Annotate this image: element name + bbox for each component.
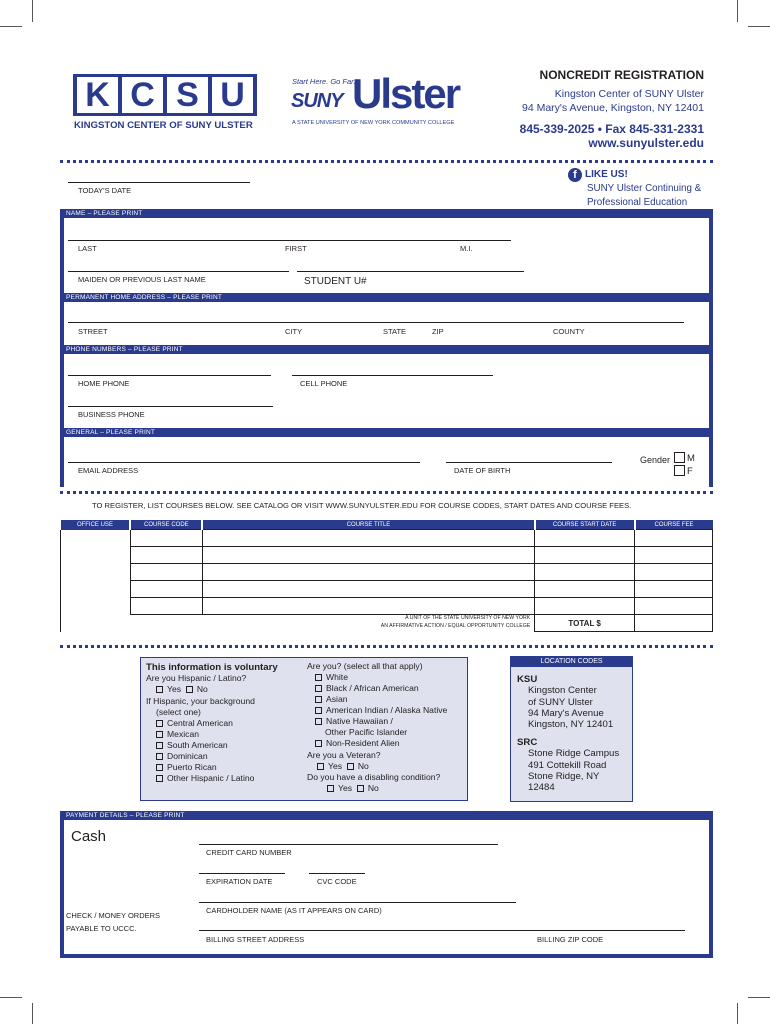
billing-address-field[interactable] — [199, 930, 685, 931]
background-label: Dominican — [167, 751, 208, 761]
checkbox-icon[interactable] — [156, 775, 163, 782]
first-name-label: FIRST — [285, 244, 307, 253]
disability-no-checkbox[interactable] — [357, 785, 364, 792]
todays-date-label: TODAY'S DATE — [78, 186, 132, 195]
kcsu-letter-u: U — [212, 77, 253, 113]
suny-slogan: Start Here. Go Far. — [292, 77, 356, 86]
crop-mark — [0, 26, 22, 27]
race-label: Native Hawaiian / — [326, 716, 393, 726]
gender-male-label: M — [687, 453, 695, 464]
location-codes-box — [510, 656, 633, 802]
payment-section — [60, 820, 713, 958]
cardholder-field[interactable] — [199, 902, 516, 903]
ksu-code: KSU — [517, 674, 538, 685]
dotted-divider — [60, 491, 713, 494]
state-label: STATE — [383, 327, 407, 336]
hispanic-question: Are you Hispanic / Latino? — [146, 673, 247, 683]
gender-female-label: F — [687, 466, 693, 477]
home-phone-field[interactable] — [68, 375, 271, 376]
hispanic-options — [156, 684, 208, 695]
yes-label: Yes — [338, 783, 353, 793]
kcsu-letter-c: C — [122, 77, 163, 113]
no-label: No — [357, 761, 369, 771]
yes-label: Yes — [167, 684, 182, 694]
course-code-header: COURSE CODE — [130, 520, 202, 530]
race-option[interactable] — [315, 694, 348, 705]
dotted-divider — [60, 160, 713, 163]
office-use-header: OFFICE USE — [61, 520, 131, 530]
course-start-date-header: COURSE START DATE — [535, 520, 635, 530]
background-label: Puerto Rican — [167, 762, 217, 772]
hispanic-yes-checkbox[interactable] — [156, 686, 163, 693]
facebook-icon[interactable]: f — [568, 168, 582, 182]
like-us-label: LIKE US! — [585, 169, 628, 180]
checkbox-icon[interactable] — [156, 720, 163, 727]
phone-fax: 845-339-2025 • Fax 845-331-2331 — [519, 122, 704, 136]
voluntary-info-box — [140, 657, 468, 801]
checkbox-icon[interactable] — [156, 753, 163, 760]
course-row[interactable] — [61, 564, 713, 581]
credit-card-field[interactable] — [199, 844, 498, 845]
course-row[interactable] — [61, 581, 713, 598]
background-option[interactable] — [156, 751, 208, 762]
checkbox-icon[interactable] — [156, 764, 163, 771]
race-label: White — [326, 672, 348, 682]
kcsu-tagline: KINGSTON CENTER OF SUNY ULSTER — [74, 120, 253, 131]
dotted-divider — [60, 645, 713, 648]
suny-unit-line-2: AN AFFIRMATIVE ACTION / EQUAL OPPORTUNITY COLLEGE — [380, 623, 531, 629]
background-label: Central American — [167, 718, 233, 728]
checkbox-icon[interactable] — [156, 731, 163, 738]
todays-date-field[interactable] — [68, 182, 250, 183]
kcsu-logo — [73, 74, 257, 134]
fb-page-line-2: Professional Education — [587, 197, 688, 208]
crop-mark — [748, 26, 770, 27]
cvc-field[interactable] — [309, 873, 365, 874]
cell-phone-field[interactable] — [292, 375, 493, 376]
student-number-label: STUDENT U# — [304, 276, 367, 287]
address-field[interactable] — [68, 322, 684, 323]
ksu-line: of SUNY Ulster — [528, 697, 593, 708]
hispanic-no-checkbox[interactable] — [186, 686, 193, 693]
race-option[interactable] — [315, 738, 400, 749]
info-heading: This information is voluntary — [146, 662, 278, 673]
last-name-label: LAST — [78, 244, 97, 253]
race-label: Asian — [326, 694, 348, 704]
race-option[interactable] — [315, 672, 348, 683]
date-of-birth-field[interactable] — [446, 462, 612, 463]
checkbox-icon[interactable] — [315, 674, 322, 681]
ksu-line: 94 Mary's Avenue — [528, 708, 604, 719]
phone-section-bar: PHONE NUMBERS – PLEASE PRINT — [60, 345, 713, 354]
ksu-line: Kingston Center — [528, 685, 597, 696]
course-row[interactable] — [61, 530, 713, 547]
suny-subline: A STATE UNIVERSITY OF NEW YORK COMMUNITY COLLEGE — [292, 120, 455, 126]
register-instructions: TO REGISTER, LIST COURSES BELOW. SEE CATALOG OR VISIT WWW.SUNYULSTER.EDU FOR COURSE CODES, START DATES AND COURSE FEES. — [92, 501, 632, 510]
email-label: EMAIL ADDRESS — [78, 466, 139, 475]
background-option[interactable] — [156, 762, 217, 773]
gender-label: Gender — [640, 455, 671, 465]
course-title-header: COURSE TITLE — [202, 520, 534, 530]
crop-mark — [748, 997, 770, 998]
expiration-label: EXPIRATION DATE — [206, 877, 273, 886]
address-line-1: Kingston Center of SUNY Ulster — [554, 88, 704, 100]
disability-yes-checkbox[interactable] — [327, 785, 334, 792]
course-table — [60, 520, 713, 632]
total-label: TOTAL $ — [535, 615, 635, 632]
background-option[interactable] — [156, 773, 254, 784]
fb-page-line-1: SUNY Ulster Continuing & — [587, 183, 702, 194]
src-line: 12484 — [528, 782, 555, 793]
veteran-no-checkbox[interactable] — [347, 763, 354, 770]
county-label: COUNTY — [553, 327, 585, 336]
cvc-label: CVC CODE — [317, 877, 357, 886]
race-option[interactable] — [315, 683, 419, 694]
total-fee-cell[interactable] — [635, 615, 713, 632]
suny-word: SUNY — [291, 90, 343, 112]
business-phone-label: BUSINESS PHONE — [78, 410, 145, 419]
gender-female-checkbox[interactable] — [674, 465, 685, 476]
background-option[interactable] — [156, 729, 199, 740]
veteran-options — [317, 761, 369, 772]
checkbox-icon[interactable] — [315, 740, 322, 747]
address-section-bar: PERMANENT HOME ADDRESS – PLEASE PRINT — [60, 293, 713, 302]
kcsu-letter-s: S — [167, 77, 208, 113]
race-continuation: Other Pacific Islander — [325, 727, 408, 737]
race-label: American Indian / Alaska Native — [326, 705, 448, 715]
kcsu-letter-k: K — [77, 77, 118, 113]
background-label: South American — [167, 740, 228, 750]
race-option[interactable] — [315, 705, 447, 716]
disability-question: Do you have a disabling condition? — [307, 772, 441, 782]
zip-label: ZIP — [432, 327, 444, 336]
checkbox-icon[interactable] — [315, 718, 322, 725]
course-row[interactable] — [61, 598, 713, 615]
gender-male-checkbox[interactable] — [674, 452, 685, 463]
name-field[interactable] — [68, 240, 511, 241]
checkbox-icon[interactable] — [315, 685, 322, 692]
credit-card-label: CREDIT CARD NUMBER — [206, 848, 292, 857]
city-label: CITY — [285, 327, 303, 336]
checkbox-icon[interactable] — [156, 742, 163, 749]
billing-zip-label: BILLING ZIP CODE — [537, 935, 604, 944]
if-hispanic-text: If Hispanic, your background — [146, 696, 255, 706]
race-label: Non-Resident Alien — [326, 738, 400, 748]
total-row — [61, 615, 713, 632]
course-fee-header: COURSE FEE — [635, 520, 713, 530]
src-line: 491 Cottekill Road — [528, 760, 607, 771]
check-note-line-1: CHECK / MONEY ORDERS — [66, 911, 161, 920]
race-option[interactable] — [315, 716, 393, 727]
suny-unit-line-1: A UNIT OF THE STATE UNIVERSITY OF NEW YORK — [405, 615, 531, 621]
form-title: NONCREDIT REGISTRATION — [539, 68, 704, 82]
website[interactable]: www.sunyulster.edu — [588, 136, 704, 150]
payment-section-bar: PAYMENT DETAILS – PLEASE PRINT — [60, 811, 713, 820]
crop-mark — [0, 997, 22, 998]
expiration-field[interactable] — [199, 873, 285, 874]
phone-section — [60, 354, 713, 429]
background-label: Mexican — [167, 729, 199, 739]
general-section-bar: GENERAL – PLEASE PRINT — [60, 428, 713, 437]
street-label: STREET — [78, 327, 108, 336]
cash-label: Cash — [71, 828, 107, 845]
cardholder-label: CARDHOLDER NAME (AS IT APPEARS ON CARD) — [206, 906, 382, 915]
address-line-2: 94 Mary's Avenue, Kingston, NY 12401 — [522, 102, 704, 114]
name-section — [60, 218, 713, 296]
yes-label: Yes — [328, 761, 343, 771]
no-label: No — [196, 684, 208, 694]
src-code: SRC — [517, 737, 538, 748]
name-section-bar: NAME – PLEASE PRINT — [60, 209, 713, 218]
background-label: Other Hispanic / Latino — [167, 773, 255, 783]
background-option[interactable] — [156, 718, 233, 729]
race-label: Black / African American — [326, 683, 419, 693]
cell-phone-label: CELL PHONE — [300, 379, 348, 388]
veteran-yes-checkbox[interactable] — [317, 763, 324, 770]
billing-street-label: BILLING STREET ADDRESS — [206, 935, 305, 944]
ulster-word: Ulster — [352, 70, 460, 117]
address-section — [60, 302, 713, 346]
crop-mark — [32, 0, 33, 22]
crop-mark — [737, 0, 738, 22]
business-phone-field[interactable] — [68, 406, 273, 407]
checkbox-icon[interactable] — [315, 707, 322, 714]
no-label: No — [367, 783, 379, 793]
email-field[interactable] — [68, 462, 420, 463]
ksu-line: Kingston, NY 12401 — [528, 719, 614, 730]
maiden-name-label: MAIDEN OR PREVIOUS LAST NAME — [78, 275, 206, 284]
race-question: Are you? (select all that apply) — [307, 661, 423, 671]
veteran-question: Are you a Veteran? — [307, 750, 381, 760]
crop-mark — [737, 1003, 738, 1024]
disability-options — [327, 783, 379, 794]
location-codes-title: LOCATION CODES — [511, 657, 632, 667]
middle-initial-label: M.I. — [460, 244, 473, 253]
student-number-field[interactable] — [297, 271, 524, 272]
home-phone-label: HOME PHONE — [78, 379, 130, 388]
background-option[interactable] — [156, 740, 228, 751]
src-line: Stone Ridge Campus — [528, 748, 620, 759]
checkbox-icon[interactable] — [315, 696, 322, 703]
maiden-name-field[interactable] — [68, 271, 289, 272]
course-row[interactable] — [61, 547, 713, 564]
check-note-line-2: PAYABLE TO UCCC. — [66, 924, 137, 933]
date-of-birth-label: DATE OF BIRTH — [454, 466, 511, 475]
suny-ulster-logo — [290, 70, 480, 130]
select-one-text: (select one) — [156, 707, 201, 717]
crop-mark — [32, 1003, 33, 1024]
src-line: Stone Ridge, NY — [528, 771, 600, 782]
